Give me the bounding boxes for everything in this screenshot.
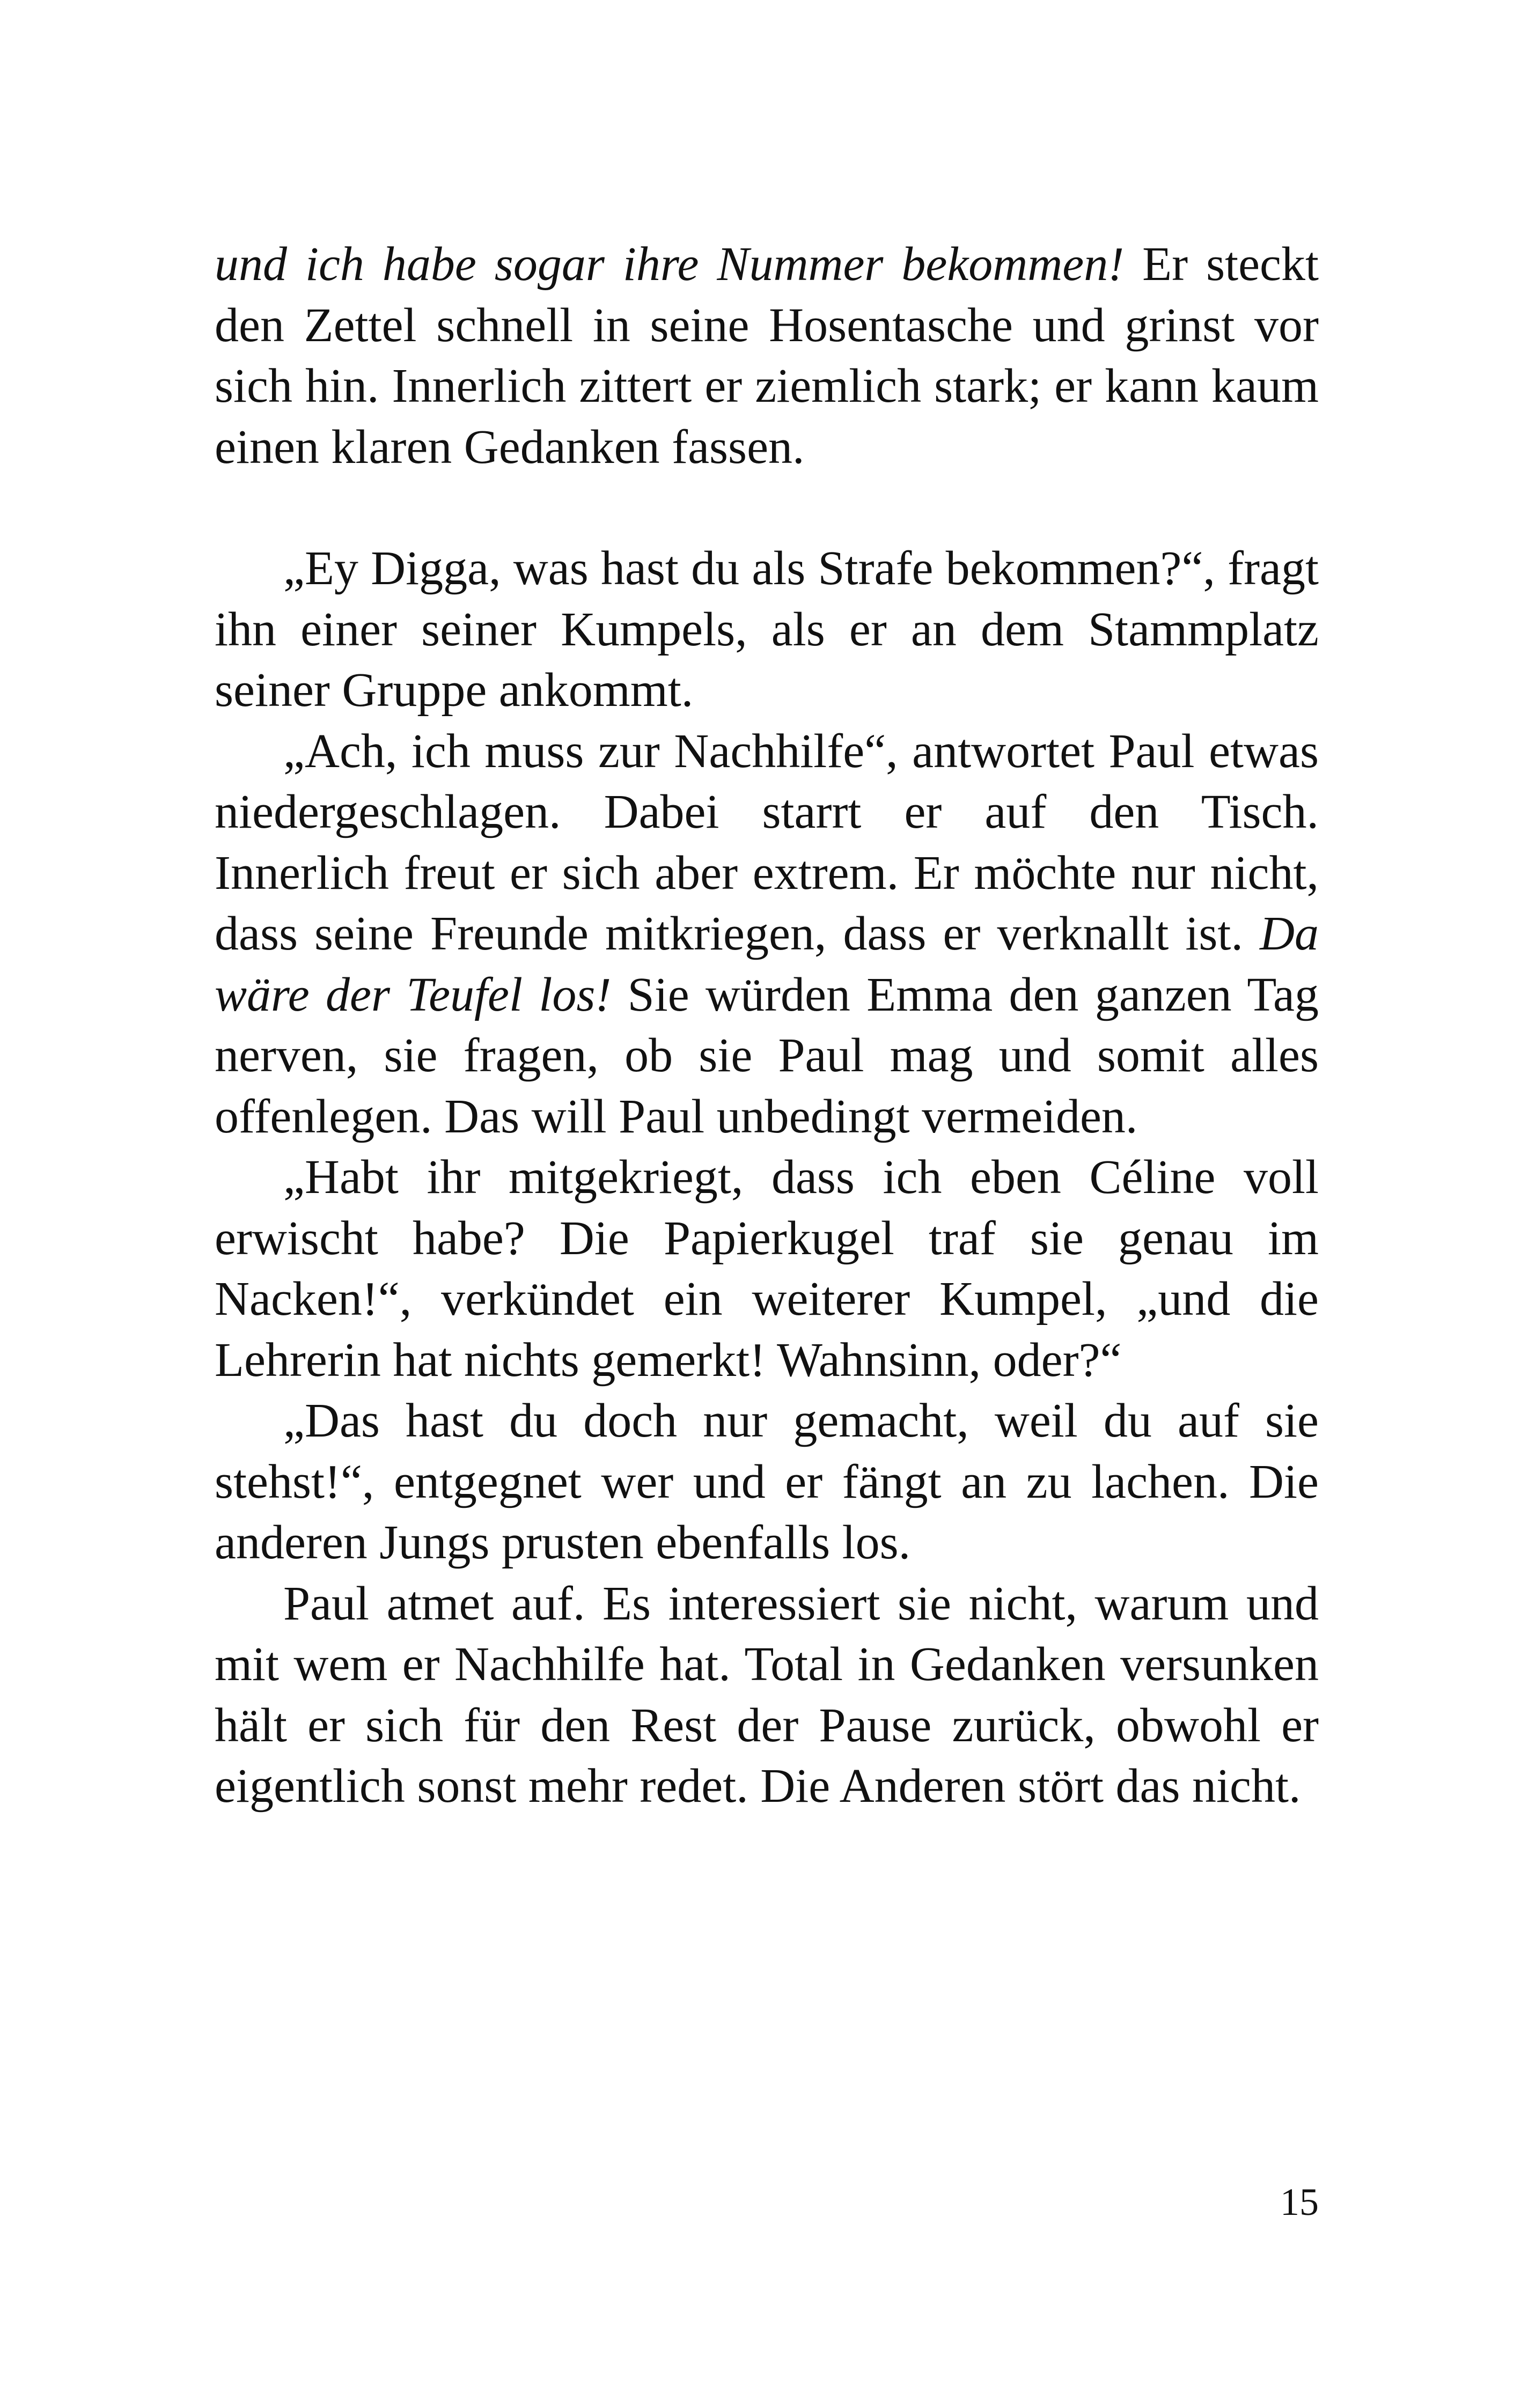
opening-text: Er steckt den Zettel schnell in seine Hosentasche und grinst vor sich hin. Innerlich zittert er ziemlich stark; er kann kaum einen klaren Gedanken fassen. (215, 238, 1319, 474)
paragraph-2-text-a: „Ach, ich muss zur Nachhilfe“, antwortet Paul etwas niedergeschlagen. Dabei starrt er auf den Tisch. Innerlich freut er sich aber extrem. Er möchte nur nicht, dass seine Freunde mitkriegen, dass er verknallt ist. (215, 724, 1319, 960)
paragraph-2 (215, 721, 1319, 1147)
opening-paragraph (215, 234, 1319, 477)
dialogue-block (215, 538, 1319, 1817)
paragraph-5: Paul atmet auf. Es interessiert sie nicht, warum und mit wem er Nachhilfe hat. Total in Gedanken versunken hält er sich für den Rest der Pause zurück, obwohl er eigentlich sonst mehr redet. Die Anderen stört das nicht. (215, 1577, 1319, 1813)
paragraph-2-text-b: Sie würden Emma den ganzen Tag nerven, sie fragen, ob sie Paul mag und somit alles offenlegen. Das will Paul unbedingt vermeiden. (215, 968, 1319, 1143)
paragraph-3: „Habt ihr mitgekriegt, dass ich eben Céline voll erwischt habe? Die Papierkugel traf sie genau im Nacken!“, verkündet ein weiterer Kumpel, „und die Lehrerin hat nichts gemerkt! Wahnsinn, oder?“ (215, 1151, 1319, 1387)
italic-thought: und ich habe sogar ihre Nummer bekommen! (215, 238, 1125, 291)
paragraph-1: „Ey Digga, was hast du als Strafe bekommen?“, fragt ihn einer seiner Kumpels, als er an dem Stammplatz seiner Gruppe ankommt. (215, 542, 1319, 717)
paragraph-4: „Das hast du doch nur gemacht, weil du auf sie stehst!“, entgegnet wer und er fängt an zu lachen. Die anderen Jungs prusten ebenfalls los. (215, 1394, 1319, 1569)
page-number: 15 (1280, 2181, 1319, 2223)
italic-thought: Da wäre der Teufel los! (215, 907, 1319, 1021)
opening-paragraph-block (215, 234, 1319, 477)
